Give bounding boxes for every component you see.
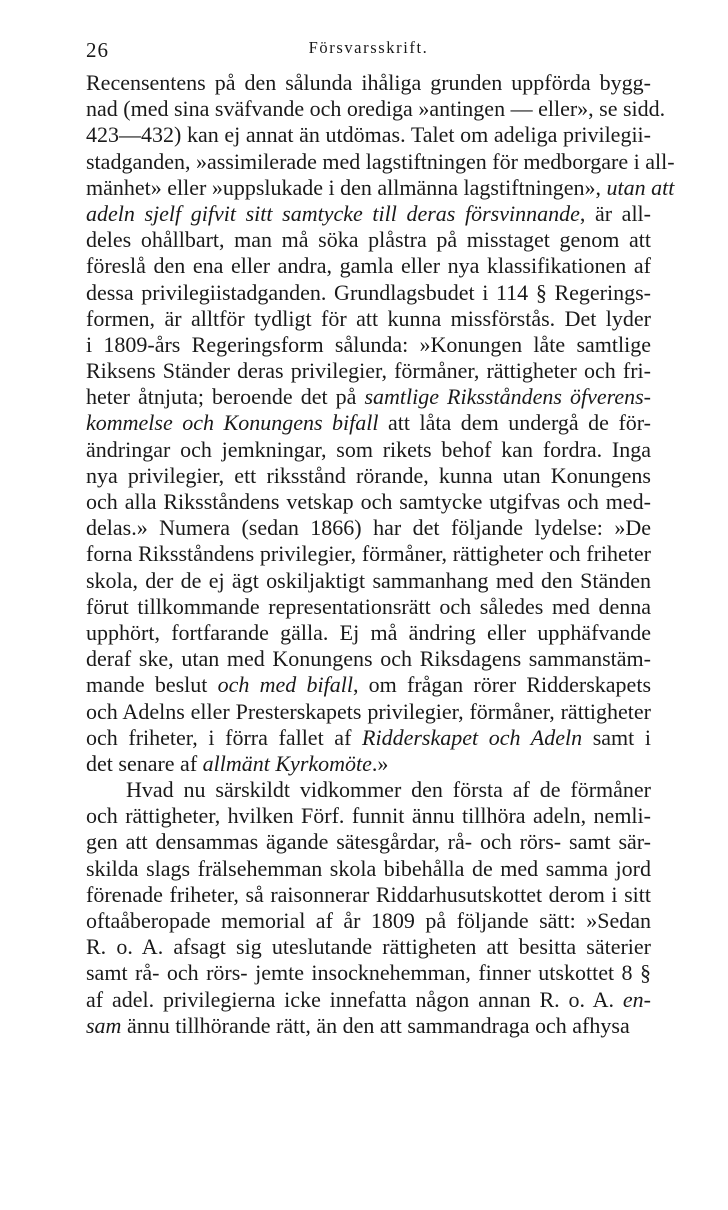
text-run: deraf ske, utan med Konungens och Riksdagens sammanstäm- [86, 646, 651, 672]
text-run: och rättigheter, hvilken Förf. funnit ännu tillhöra adeln, nemli- [86, 803, 651, 829]
running-title: Försvarsskrift. [308, 38, 429, 57]
text-line [86, 227, 651, 253]
page-header [86, 38, 651, 64]
text-run: nad (med sina sväfvande och orediga »antingen — eller», se sidd. [86, 96, 666, 122]
text-line [86, 515, 651, 541]
text-line [86, 358, 651, 384]
text-run: mänhet» eller »uppslukade i den allmänna lagstiftningen», [86, 174, 607, 200]
text-run: att låta dem undergå de för- [378, 410, 651, 436]
text-run: stadganden, »assimilerade med lagstiftningen för medborgare i all- [86, 148, 675, 174]
text-run: samt rå- och rörs- jemte insocknehemman, finner utskottet 8 § [86, 960, 651, 986]
text-run: upphört, fortfarande gälla. Ej må ändring eller upphäfvande [86, 619, 651, 645]
text-run: Hvad nu särskildt vidkommer den första af de förmåner [126, 777, 651, 803]
text-run: förenade friheter, så raisonnerar Riddarhusutskottet derom i sitt [86, 881, 651, 907]
text-run: Riksens Ständer deras privilegier, förmåner, rättigheter och fri- [86, 358, 651, 384]
text-run: skola, der de ej ägt oskiljaktigt sammanhang med den Ständen [86, 567, 651, 593]
text-line [86, 306, 651, 332]
text-line [86, 882, 651, 908]
text-run: formen, är alltför tydligt för att kunna missförstås. Det lyder [86, 305, 651, 331]
text-run: 423—432) kan ej annat än utdömas. Talet om adeliga privilegii- [86, 122, 651, 148]
text-line [86, 201, 651, 227]
text-line [86, 148, 675, 175]
text-line [86, 699, 651, 725]
text-run: gen att densammas ägande sätesgårdar, rå- och rörs- samt sär- [86, 829, 651, 855]
text-line [86, 856, 651, 882]
text-line [86, 384, 651, 410]
text-line [86, 803, 651, 829]
text-run: oftaåberopade memorial af år 1809 på följande sätt: »Sedan [86, 908, 651, 933]
text-line [86, 725, 651, 751]
text-line [86, 987, 651, 1013]
page-number: 26 [86, 38, 109, 62]
text-line [86, 463, 651, 489]
text-line [86, 908, 651, 934]
text-line [86, 646, 651, 672]
italic-run: sam [86, 1012, 122, 1038]
text-run: mande beslut [86, 672, 218, 698]
text-run: , om frågan rörer Ridderskapets [352, 672, 651, 698]
text-line [86, 489, 651, 515]
text-run: föreslå den ena eller andra, gamla eller nya klassifikationen af [86, 253, 651, 279]
text-line [86, 829, 651, 855]
text-line [86, 280, 651, 306]
text-run: af adel. privilegierna icke innefatta någon annan R. o. A. [86, 986, 623, 1012]
text-line [86, 777, 651, 803]
text-line [86, 437, 651, 463]
italic-run: kommelse och Konungens bifall [86, 410, 379, 436]
text-run: deles ohållbart, man må söka plåstra på misstaget genom att [86, 227, 651, 253]
text-run: och alla Riksståndens vetskap och samtycke utgifvas och med- [86, 489, 651, 514]
text-run: , är all- [579, 200, 651, 226]
text-line [86, 960, 651, 986]
italic-run: Ridderskapet och Adeln [362, 724, 583, 750]
text-line [86, 672, 651, 698]
text-run: delas.» Numera (sedan 1866) har det följande lydelse: »De [86, 515, 651, 541]
text-run: ännu tillhörande rätt, än den att sammandraga och afhysa [121, 1012, 630, 1038]
italic-run: och med bifall [217, 672, 353, 698]
text-run: R. o. A. afsagt sig uteslutande rättigheten att besitta säterier [86, 934, 651, 960]
text-run: och Adelns eller Presterskapets privilegier, förmåner, rättigheter [86, 698, 651, 724]
text-line [86, 568, 651, 594]
text-run: heter åtnjuta; beroende det på [86, 384, 365, 410]
text-line [86, 96, 666, 122]
paragraph [86, 70, 675, 777]
paragraph [86, 777, 651, 1039]
text-run: i 1809-års Regeringsform sålunda: »Konungen låte samtlige [86, 331, 651, 357]
italic-run: en- [622, 986, 651, 1012]
text-run: skilda slags frälsehemman skola bibehålla de med samma jord [86, 855, 651, 881]
text-line [86, 594, 651, 620]
text-line [86, 332, 651, 358]
text-line [86, 1013, 651, 1039]
text-line [86, 541, 651, 567]
text-run: forna Riksståndens privilegier, förmåner, rättigheter och friheter [86, 541, 651, 567]
text-run: dessa privilegiistadganden. Grundlagsbudet i 114 § Regerings- [86, 279, 651, 305]
text-line [86, 934, 651, 960]
text-line [86, 70, 651, 96]
text-line [86, 122, 651, 148]
text-run: det senare af [86, 750, 203, 776]
text-run: ändringar och jemkningar, som rikets behof kan fordra. Inga [86, 436, 651, 462]
text-line [86, 253, 651, 279]
text-run: och friheter, i förra fallet af [86, 724, 363, 750]
text-run: .» [371, 750, 389, 776]
text-run: samt i [582, 724, 652, 750]
text-run: Recensentens på den sålunda ihåliga grunden uppförda bygg- [86, 70, 651, 95]
text-line [86, 174, 675, 201]
italic-run: utan att [606, 174, 675, 200]
body-text [86, 70, 675, 1039]
italic-run: adeln sjelf gifvit sitt samtycke till deras försvinnande [86, 200, 580, 226]
text-run: förut tillkommande representationsrätt och således med denna [86, 593, 651, 619]
italic-run: allmänt Kyrkomöte [202, 750, 372, 776]
text-line [86, 620, 651, 646]
text-line [86, 751, 651, 777]
text-run: nya privilegier, ett riksstånd rörande, kunna utan Konungens [86, 462, 651, 488]
italic-run: samtlige Riksståndens öfverens- [364, 384, 651, 410]
text-line [86, 410, 651, 436]
